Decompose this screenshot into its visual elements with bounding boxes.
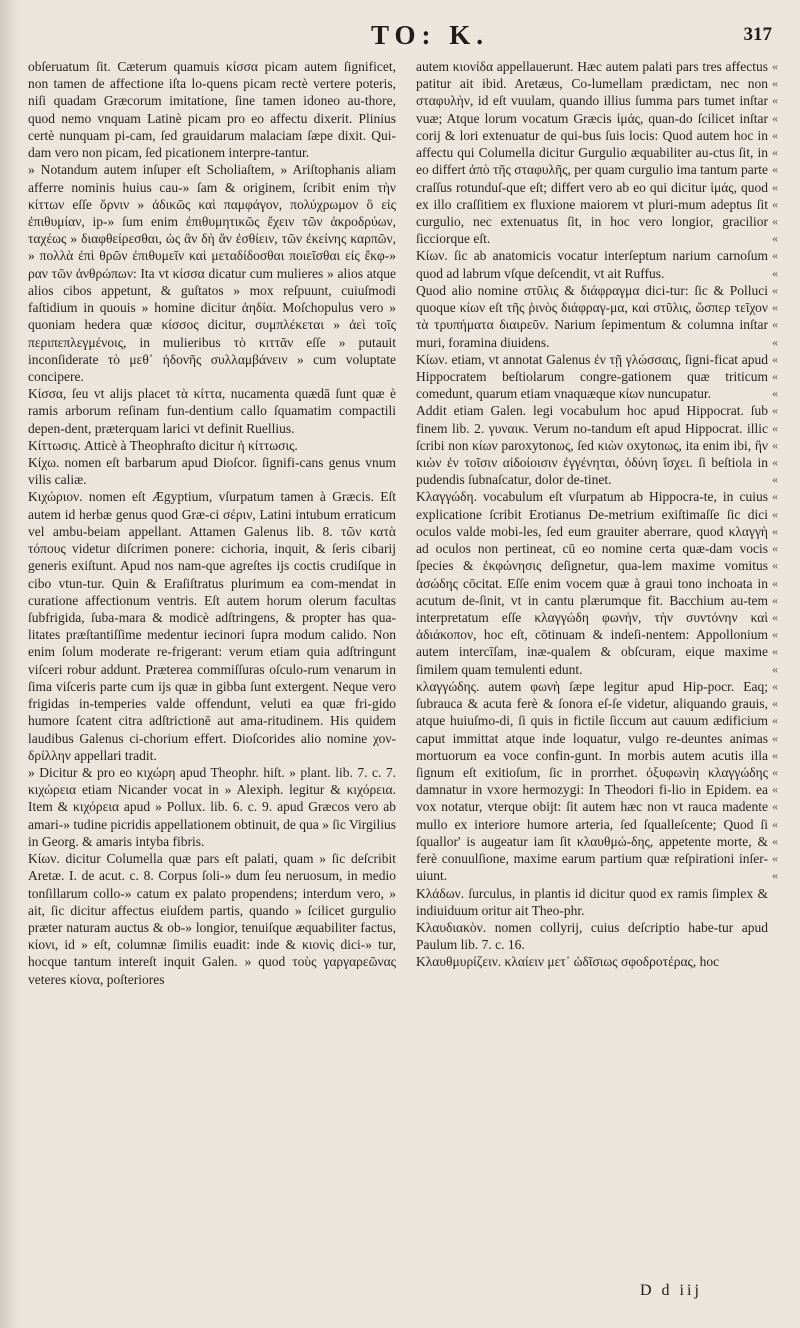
paragraph: Κλαγγώδη. vocabulum eſt vſurpatum ab Hippocra-te, in cuius explicatione ſcribit Erotianus De-metrium exiſtimaſſe ſic dici oculos valde mobi-les, ſed eum grauiter aberrare, quod κλαγγὴ ad oculos non pertineat, cū eo nomine certa quæ-dam vocis ſpecies & ἐκφώνησις deſignetur, qua-lem maxime vomitus ἀσώδης cōcitat. Eſſe enim vocem quæ à graui tono inchoata in acutum de-ſinit, vt in cantu plærumque fit. Bacchium au-tem interpretatum eſſe κλαγγώδη φωνὴν, τὴν συντόνην καὶ ἀδιάκοπον, hoc eſt, cōtinuam & indeſi-nentem: Appollonium autem intercīſam, inæ-qualem & obſcuram, eique maxime ſimilem quam temulenti edunt.	[416, 489, 768, 677]
margin-quote-mark: «	[772, 248, 778, 263]
signature-mark: D d iij	[640, 1282, 702, 1299]
margin-quote-mark: «	[772, 713, 778, 728]
margin-quote-mark: «	[772, 472, 778, 487]
margin-quote-mark: «	[772, 300, 778, 315]
margin-quote-mark: «	[772, 179, 778, 194]
margin-quote-mark: «	[772, 265, 778, 280]
margin-quote-mark: «	[772, 747, 778, 762]
paragraph: obſeruatum ſit. Cæterum quamuis κίσσα picam autem ſignificet, non tamen de affectione iſta lo-quens picam rectè vertere poteris, niſi quadam Græcorum imitatione, ſine tamen idoneo au-thore, quod nemo vnquam Latinè picam pro eo affectu dixerit. Plinius certè nunquam pi-cam, ſed grauidarum malaciam ſæpe dixit. Qui-dam vero non picam, ſed picationem interpre-tantur.	[28, 59, 396, 161]
paragraph: Κιχώριον. nomen eſt Ægyptium, vſurpatum tamen à Græcis. Eſt autem id herbæ genus quod Græ-ci σέριν, Latini intubum erraticum vel ambu-beiam appellant. Attamen Galenus lib. 8. τῶν κατὰ τόπους videtur diſcrimen ponere: cichoria, inquit, & ſeris cibarij generis exiſtunt. Apud nos nam-que agreſtes ijs coctis crudiſque in cibo vtun-tur. Quin & Eraſiſtratus plurimum ea com-mendat in curatione affectionum ventris. Eſt autem horum olerum facultas ſubfrigida, ſuba-mara & modicè adſtringens, & propter has qua-litates præſtantiſſime medentur iecinori ſupra modum calido. Non enim ſolum moderate re-frigerant: verum etiam quia adſtringunt viſceri robur addunt. Præterea commiſſuras oſculo-rum venarum in ſima viſceris parte cum ijs quæ in gibba ſunt extergent. Neque vero frigidas in-temperies valde offendunt, veluti ea quæ fri-gido humore ſcatent citra adſtrictionē aut ama-ritudinem. His quidem laudibus Galenus ci-chorium effert. Dioſcorides alio nomine χον-δρίλλην appellari tradit.	[28, 489, 396, 763]
paragraph: Κίχω. nomen eſt barbarum apud Dioſcor. ſignifi-cans genus vnum vilis caliæ.	[28, 455, 396, 488]
page-header	[0, 18, 800, 54]
margin-quote-mark: «	[772, 351, 778, 366]
margin-quote-mark: «	[772, 558, 778, 573]
margin-quote-mark: «	[772, 489, 778, 504]
margin-quote-mark: «	[772, 420, 778, 435]
running-head: TO: K.	[370, 20, 489, 50]
margin-quote-mark: «	[772, 59, 778, 73]
margin-quote-mark: «	[772, 386, 778, 401]
page-number: 317	[743, 24, 772, 45]
margin-quote-marks	[772, 58, 794, 1258]
paragraph: Κίων. ſic ab anatomicis vocatur interſeptum narium carnoſum quod ad labrum vſque deſcendit, vt ait Ruffus.	[416, 248, 768, 281]
margin-quote-mark: «	[772, 110, 778, 125]
margin-quote-mark: «	[772, 592, 778, 607]
margin-quote-mark: «	[772, 282, 778, 297]
paragraph: Κίων. etiam, vt annotat Galenus ἐν τῇ γλώσσαις, ſigni-ficat apud Hippocratem beſtiolarum congre-gationem quæ triticum comedunt, quarum etiam vnaquæque κίων nuncupatur.	[416, 351, 768, 402]
page-gutter-shadow	[0, 0, 18, 1328]
margin-quote-mark: «	[772, 764, 778, 779]
paragraph: Quod alio nomine στῦλις & διάφραγμα dici-tur: ſic & Polluci quoque κίων eſt τῆς ῥινὸς διάφραγ-μα, καὶ στῦλις, ὥσπερ τεῖχον τὰ τρυπήματα διαιρεῦν. Narium ſepimentum & columna inſtar muri, foramina diuidens.	[416, 282, 768, 350]
paragraph: Κλάδων. ſurculus, in plantis id dicitur quod ex ramis ſimplex & indiuiduum oritur ait Theo-phr.	[416, 885, 768, 918]
margin-quote-mark: «	[772, 782, 778, 797]
margin-quote-mark: «	[772, 93, 778, 108]
margin-quote-mark: «	[772, 575, 778, 590]
margin-quote-mark: «	[772, 145, 778, 160]
paragraph: Addit etiam Galen. legi vocabulum hoc apud Hippocrat. ſub finem lib. 2. γυναικ. Verum no-tandum eſt apud Hippocrat. illic ſcribi non κίων paroxytonως, ſed κιὼν oxytonως, ita enim ibi, ἣν κιὼν ἐν τοῖσιν αἰδοίοισιν ἐγγένηται, ὀδύνη ἴσχει. ſi beſtiola in pudendis ſubnaſcatur, dolor de-tinet.	[416, 403, 768, 488]
paragraph: Κίων. dicitur Columella quæ pars eſt palati, quam » ſic deſcribit Aretæ. I. de acut. c. 8. Corpus ſoli-» dum ſeu neruosum, in medio tonſillarum collo-» catum ex palato propendens; interdum vero, » ait, ſic dicitur affectus eiuſdem partis, quando » ſcilicet gurgulio præter naturam auctus & ob-» longior, tenuiſque æquabiliter factus, κίονι, id » eſt, columnæ ſimilis euadit: inde & κιονὶς dici-» tur, hocque tantum intereſt inquit Galen. » quod τοὺς γαργαρεῶνας veteres κίονα, poſteriores	[28, 851, 396, 987]
margin-quote-mark: «	[772, 213, 778, 228]
paragraph: Κίσσα, ſeu vt alijs placet τὰ κίττα, nucamenta quædā ſunt quæ è ramis arborum reſinam fun-dentium callo ſquamatim compactili depen-dent, præterquam larici vt definit Ruellius.	[28, 386, 396, 436]
paragraph: Κλαυθμυρίζειν. κλαίειν μετ᾽ ὠδῖσιως σφοδροτέρας, hoc	[416, 954, 720, 970]
margin-quote-mark: «	[772, 334, 778, 349]
paragraph: » Dicitur & pro eo κιχώρη apud Theophr. hiſt. » plant. lib. 7. c. 7. κιχώρεια etiam Nicander vocat in » Alexiph. legitur & κιχόρεια. Item & κιχόρεια apud » Pollux. lib. 6. c. 9. apud Græcos vero ab amari-» tudine picridis appellationem obtinuit, de qua » ſic Virgilius in Georg. & amaris intyba fibris.	[28, 764, 396, 849]
margin-quote-mark: «	[772, 127, 778, 142]
paragraph: autem κιονίδα appellauerunt. Hæc autem palati pars tres affectus patitur ait ibid. Aretæus, Co-lumellam prædictam, nec non σταφυλὴν, id eſt vuulam, quando illius ſumma pars tumet inſtar vuæ; Atque lorum vocatum Græcis ἱμάς, quan-do ſcilicet inſtar corij & lori extenuatur de qui-bus ſuis locis: Quod autem hoc in affectu qui Columella dicitur Gurgulio æquabiliter au-ctus ſit, in eo differt ἀπὸ τῆς σταφυλῆς, per quam curgulio ima tantum parte craſſus rotunduſ-que eſt; differt vero ab eo qui dicitur ἱμάς, quod ex illo craſſitiem ex fluxione maiorem vt pluri-mum adeptus ſit curgulio, nec extenuatus ſit, in hoc vero longior, gracilior ſicciorque eſt.	[416, 59, 768, 247]
margin-quote-mark: «	[772, 627, 778, 642]
paragraph: Κλαυδιακὸν. nomen collyrij, cuius deſcriptio habe-tur apud Paulum lib. 7. c. 16.	[416, 919, 768, 953]
margin-quote-mark: «	[772, 816, 778, 831]
margin-quote-mark: «	[772, 868, 778, 883]
left-column	[28, 58, 396, 1298]
paragraph: Κίττωσις. Atticè à Theophraſto dicitur ἡ κίττωσις.	[28, 437, 298, 453]
paragraph: » Notandum autem inſuper eſt Scholiaſtem, » Ariſtophanis aliam afferre nominis huius cau-» ſam & originem, ſcribit enim τὴν κίττων eſſe ὄρνιν » ἀδικῶς καὶ παμφάγον, πολύχρωμον ὃ εἰς ἐπιθυμίαν, ip-» ſum enim ἐπιθυμητικῶς ἔχειν τῶν ἀκροδρύων, ταχέως » διαφθείρεσθαι, ὡς ἂν δὴ ἂν ἐσθίειν, τῶν ἐκείνης καρπῶν, » πολλὰ ἐπὶ θρῶν ἐπιθυμεῖν καὶ μεταδίδοσθαι ποιεῖσθαι εἰς ἔκφ-» ραν τῶν ἀνθρώπων: Ita vt κίσσα dicatur cum mulieres » alios atque alios cibos appetunt, & guſtatos » mox reſpuunt, cuiuſmodi faſtidium in quouis » homine dicitur ἀηδία. Moſchopulus vero » quoniam hedera quæ κίσσος dicitur, συμπλέκεται » ἀεὶ τοῖς περιπεπλεγμένοις, in mulieribus τὸ κιττᾶν eſſe » putauit inconſiderate τὸ μεθ᾽ ἡδονῆς συλλαμβάνειν » cum voluptate concipere.	[28, 162, 396, 384]
margin-quote-mark: «	[772, 851, 778, 866]
margin-quote-mark: «	[772, 610, 778, 624]
margin-quote-mark: «	[772, 403, 778, 418]
margin-quote-mark: «	[772, 678, 778, 693]
margin-quote-mark: «	[772, 196, 778, 211]
margin-quote-mark: «	[772, 523, 778, 538]
margin-quote-mark: «	[772, 231, 778, 246]
margin-quote-mark: «	[772, 455, 778, 470]
margin-quote-mark: «	[772, 644, 778, 659]
right-column	[416, 58, 768, 1258]
margin-quote-mark: «	[772, 76, 778, 91]
margin-quote-mark: «	[772, 317, 778, 332]
margin-quote-mark: «	[772, 162, 778, 177]
margin-quote-mark: «	[772, 799, 778, 814]
margin-quote-mark: «	[772, 541, 778, 556]
margin-quote-mark: «	[772, 696, 778, 711]
margin-quote-mark: «	[772, 833, 778, 848]
margin-quote-mark: «	[772, 506, 778, 521]
paragraph: κλαγγώδης. autem φωνὴ ſæpe legitur apud Hip-pocr. Eaq; ſubrauca & acuta ferè & ſonora eſ-ſe videtur, aliquando grauis, atque huiuſmo-di, ſi quis in fictile ſiccum aut cauum ædificium caput immittat atque inde loquatur, vulgo re-deuntes animas mortuorum ea voce confin-gunt. In morbis autem acutis illa ſignum eſt exitioſum, ſic in prorrhet. ὀξυφωνὶη κλαγγώδης damnatur in vxore hermozygi: In Theodori fi-lio in Epidem. ea vox notatur, vterque obijt: ſit autem hæc non vt rauca madente mullo ex interiore humore arteria, ſed ſqualleſcente; Quod ſi ſquallor' is augeatur iam ſit κλαυθμώ-δης, appetente morte, & ferè conuulſione, maxime earum partium quæ reſpirationi inſer-uiunt.	[416, 678, 768, 884]
margin-quote-mark: «	[772, 730, 778, 745]
margin-quote-mark: «	[772, 368, 778, 383]
margin-quote-mark: «	[772, 661, 778, 676]
margin-quote-mark: «	[772, 437, 778, 452]
